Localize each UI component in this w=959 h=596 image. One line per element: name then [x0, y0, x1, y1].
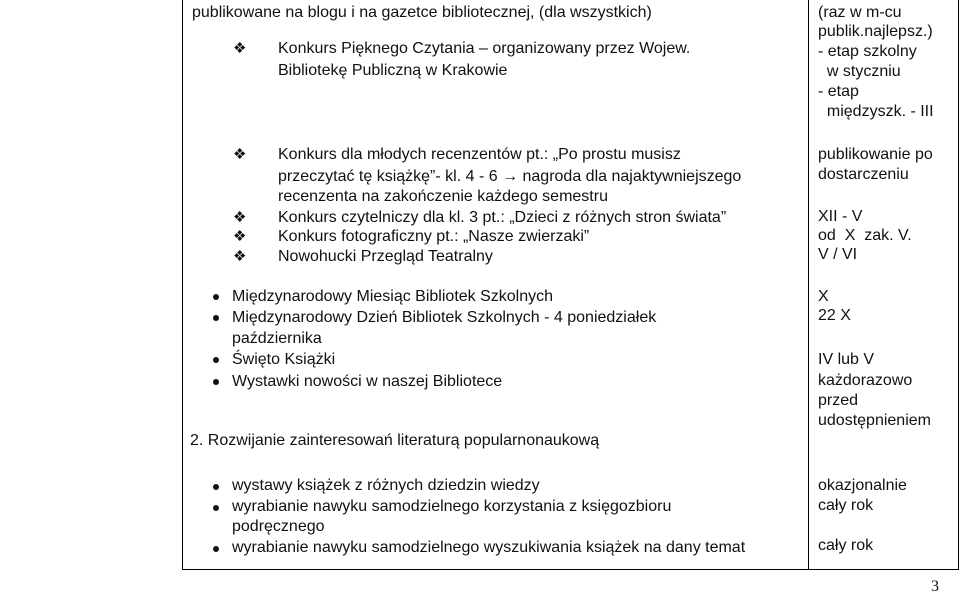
round-bullet-icon: [213, 546, 219, 552]
timing-line: każdorazowo: [818, 372, 913, 389]
bullet-item-line: wystawy książek z różnych dziedzin wiedzy: [232, 477, 540, 494]
bullet-item-line: podręcznego: [232, 518, 325, 535]
round-bullet-icon: [213, 357, 219, 363]
timing-line: cały rok: [818, 537, 874, 554]
timing-line: publik.najlepsz.): [818, 23, 933, 40]
timing-line: międzyszk. - III: [818, 103, 934, 120]
timing-line: dostarczeniu: [818, 166, 909, 183]
table-left-border: [182, 0, 183, 570]
column-divider: [808, 0, 809, 570]
bullet-item-line: Wystawki nowości w naszej Bibliotece: [232, 373, 503, 390]
bullet-item-line: Międzynarodowy Dzień Bibliotek Szkolnych - 4 poniedziałek: [232, 309, 657, 326]
section-heading: 2. Rozwijanie zainteresowań literaturą popularnonaukową: [190, 432, 600, 449]
timing-line: (raz w m-cu: [818, 4, 902, 21]
diamond-item-line: Konkurs czytelniczy dla kl. 3 pt.: „Dzieci z różnych stron świata”: [278, 209, 727, 226]
timing-line: 22 X: [818, 307, 851, 324]
timing-line: XII - V: [818, 208, 863, 225]
round-bullet-icon: [213, 379, 219, 385]
diamond-bullet-icon: ❖: [233, 228, 247, 245]
timing-line: X: [818, 288, 829, 305]
bullet-item-line: wyrabianie nawyku samodzielnego korzystania z księgozbioru: [232, 498, 672, 515]
bullet-item-line: października: [232, 330, 322, 347]
timing-line: IV lub V: [818, 351, 875, 368]
timing-line: w styczniu: [818, 63, 901, 80]
diamond-item-line: przeczytać tę książkę”- kl. 4 - 6 → nagroda dla najaktywniejszego: [278, 168, 742, 185]
bullet-item-line: Święto Książki: [232, 351, 336, 368]
diamond-item-line: recenzenta na zakończenie każdego semestru: [278, 188, 608, 205]
timing-line: udostępnieniem: [818, 412, 931, 429]
table-bottom-border: [182, 569, 959, 570]
round-bullet-icon: [213, 484, 219, 490]
page-number: 3: [931, 578, 939, 595]
diamond-item-line: Konkurs Pięknego Czytania – organizowany przez Wojew.: [278, 40, 691, 57]
diamond-item-line: Bibliotekę Publiczną w Krakowie: [278, 62, 508, 79]
bullet-item-line: Międzynarodowy Miesiąc Bibliotek Szkolnych: [232, 288, 554, 305]
timing-line: okazjonalnie: [818, 477, 907, 494]
round-bullet-icon: [213, 294, 219, 300]
diamond-bullet-icon: ❖: [233, 40, 247, 57]
timing-line: przed: [818, 392, 859, 409]
diamond-item-line: Nowohucki Przegląd Teatralny: [278, 248, 493, 265]
round-bullet-icon: [213, 315, 219, 321]
diamond-bullet-icon: ❖: [233, 146, 247, 163]
timing-line: cały rok: [818, 497, 874, 514]
timing-line: - etap: [818, 83, 859, 100]
bullet-item-line: wyrabianie nawyku samodzielnego wyszukiwania książek na dany temat: [232, 539, 746, 556]
diamond-bullet-icon: ❖: [233, 248, 247, 265]
diamond-item-line: Konkurs fotograficzny pt.: „Nasze zwierzaki”: [278, 228, 590, 245]
diamond-item-line: Konkurs dla młodych recenzentów pt.: „Po prostu musisz: [278, 146, 681, 163]
round-bullet-icon: [213, 505, 219, 511]
diamond-bullet-icon: ❖: [233, 209, 247, 226]
timing-line: V / VI: [818, 246, 858, 263]
blog-publication-note: publikowane na blogu i na gazetce bibliotecznej, (dla wszystkich): [192, 4, 652, 21]
timing-line: - etap szkolny: [818, 43, 917, 60]
timing-line: od X zak. V.: [818, 227, 912, 244]
timing-line: publikowanie po: [818, 146, 933, 163]
